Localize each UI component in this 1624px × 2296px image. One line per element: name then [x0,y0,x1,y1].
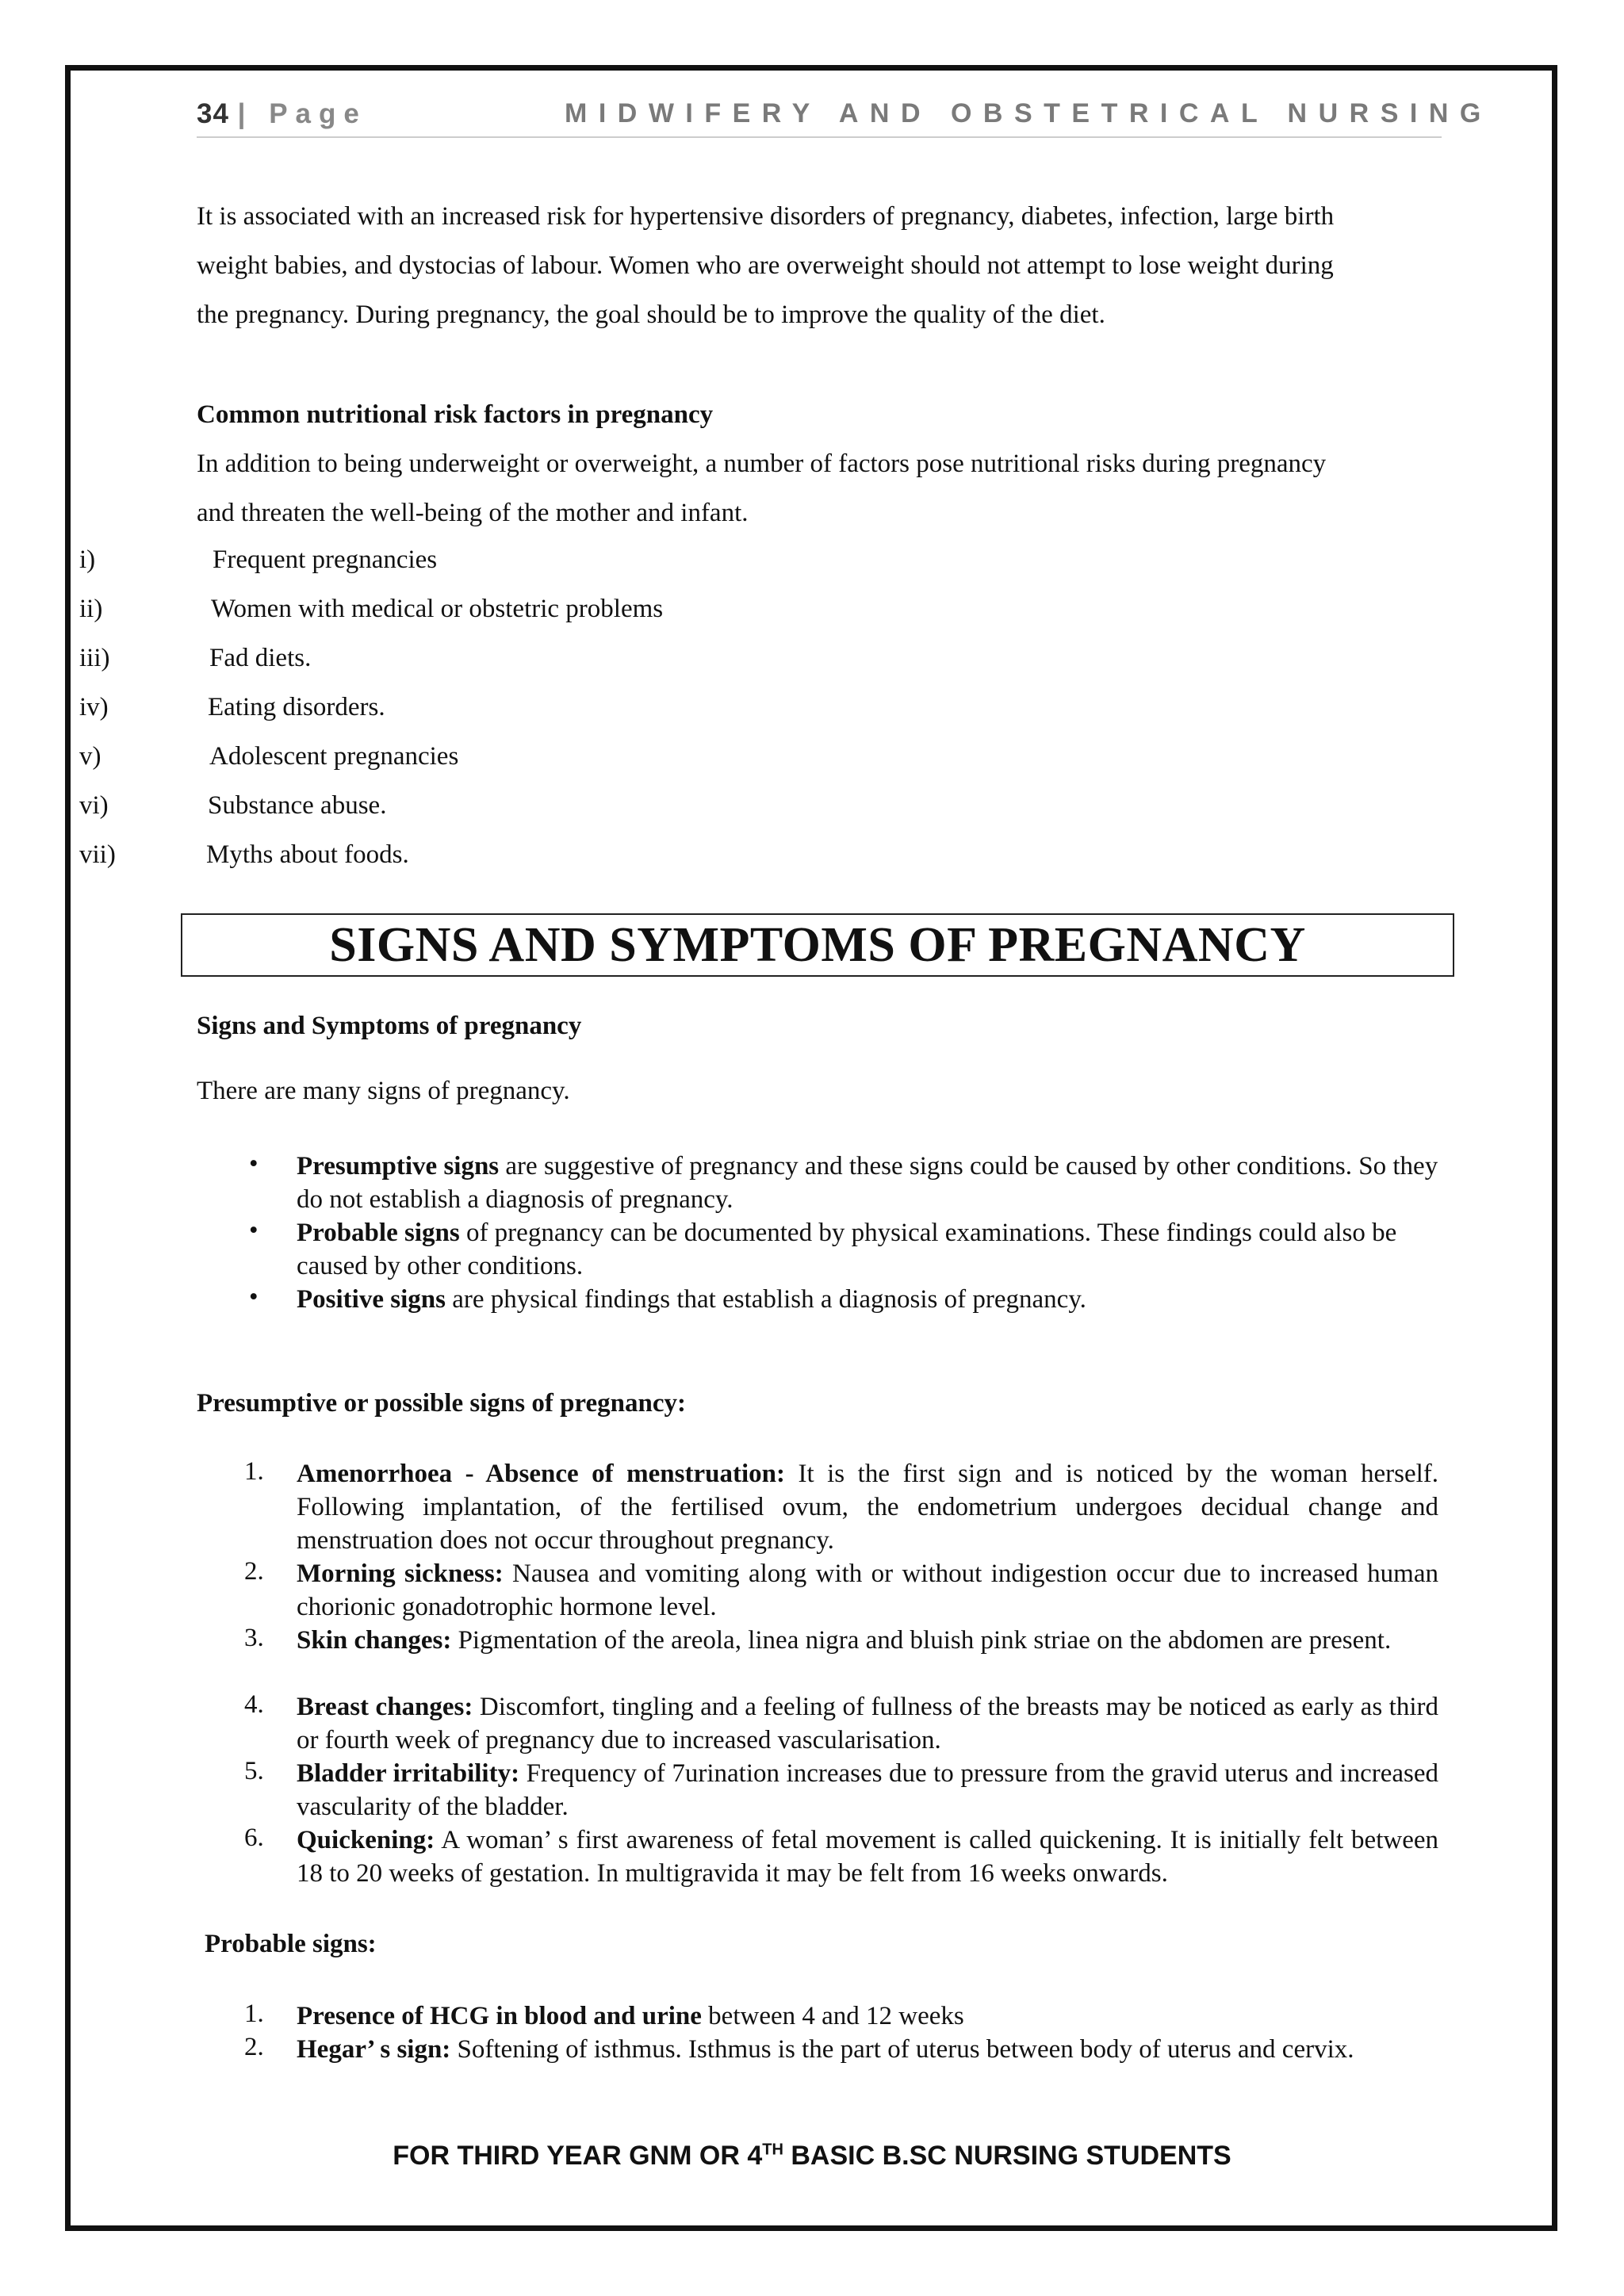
risk-item-num: vii) [79,840,116,869]
presumptive-item [297,1823,1438,1890]
item-number: 2. [244,2033,264,2061]
intro-line-3: the pregnancy. During pregnancy, the goal should be to improve the quality of the diet. [197,300,1105,329]
probable-heading: Probable signs: [205,1930,377,1958]
item-number: 3. [244,1624,264,1652]
presumptive-item [297,1557,1438,1624]
signs-intro: There are many signs of pregnancy. [197,1077,570,1105]
risk-factors-line-1: In addition to being underweight or overweight, a number of factors pose nutritional risks during pregnancy [197,450,1327,478]
presumptive-heading: Presumptive or possible signs of pregnancy: [197,1389,686,1418]
probable-item [297,2033,1438,2066]
item-number: 1. [244,1999,264,2028]
page-number-value: 34 [197,98,229,129]
item-term: Bladder irritability: [297,1759,520,1788]
risk-item-num: iv) [79,693,109,721]
item-number: 2. [244,1557,264,1586]
item-desc: Nausea and vomiting along with or without indigestion occur due to increased human chorionic gonadotrophic hormone level. [297,1559,1438,1621]
presumptive-item [297,1757,1438,1823]
signs-heading: Signs and Symptoms of pregnancy [197,1012,582,1040]
risk-item-text: Myths about foods. [206,840,409,869]
item-desc: Softening of isthmus. Isthmus is the part of uterus between body of uterus and cervix. [450,2035,1354,2064]
risk-item-text: Substance abuse. [208,791,387,820]
section-banner [181,913,1454,977]
risk-item-num: ii) [79,595,103,623]
bullet-item [297,1150,1454,1216]
item-term: Breast changes: [297,1693,473,1721]
item-term: Skin changes: [297,1626,452,1655]
bullet-item [297,1283,1454,1316]
item-desc: A woman’ s first awareness of fetal movement is called quickening. It is initially felt between 18 to 20 weeks of gestation. In multigravida it may be felt from 16 weeks onwards. [297,1826,1438,1888]
bullet-marker: • [249,1150,259,1178]
risk-item-num: iii) [79,644,110,672]
footer-superscript: TH [762,2141,783,2159]
bullet-marker: • [249,1283,259,1311]
bullet-term: Probable signs [297,1219,460,1247]
risk-item-text: Adolescent pregnancies [209,742,459,771]
bullet-item [297,1216,1454,1283]
item-term: Amenorrhoea - Absence of menstruation: [297,1460,785,1488]
section-banner-title: SIGNS AND SYMPTOMS OF PREGNANCY [329,917,1306,972]
risk-item-num: i) [79,545,96,574]
running-title: MIDWIFERY AND OBSTETRICAL NURSING [565,98,1492,128]
risk-factors-line-2: and threaten the well-being of the mother and infant. [197,499,749,527]
risk-item-text: Eating disorders. [208,693,385,721]
probable-item [297,1999,1438,2033]
page-number [197,98,367,130]
item-desc: Frequency of 7urination increases due to pressure from the gravid uterus and increased vascularity of the bladder. [297,1759,1439,1821]
risk-item-num: v) [79,742,102,771]
risk-item-text: Fad diets. [209,644,312,672]
item-term: Quickening: [297,1826,435,1854]
page-label: | Page [237,98,367,129]
item-term: Presence of HCG in blood and urine [297,2002,702,2030]
intro-line-1: It is associated with an increased risk for hypertensive disorders of pregnancy, diabetes, infection, large birth [197,202,1335,231]
item-term: Hegar’ s sign: [297,2035,451,2064]
risk-item-text: Women with medical or obstetric problems [211,595,664,623]
item-desc: between 4 and 12 weeks [701,2002,964,2030]
header-rule [197,136,1442,138]
item-desc: Pigmentation of the areola, linea nigra and bluish pink striae on the abdomen are present. [451,1626,1392,1655]
intro-line-2: weight babies, and dystocias of labour. Women who are overweight should not attempt to lose weight during [197,251,1334,280]
item-number: 1. [244,1457,264,1486]
bullet-desc: are suggestive of pregnancy and these signs could be caused by other conditions. So they do not establish a diagnosis of pregnancy. [297,1152,1438,1214]
item-term: Morning sickness: [297,1559,504,1588]
presumptive-item [297,1457,1438,1557]
page-footer [0,2141,1624,2172]
bullet-desc: of pregnancy can be documented by physical examinations. These findings could also be caused by other conditions. [297,1219,1397,1280]
bullet-desc: are physical findings that establish a diagnosis of pregnancy. [445,1285,1086,1314]
risk-item-num: vi) [79,791,109,820]
presumptive-item [297,1690,1438,1757]
item-desc: It is the first sign and is noticed by the woman herself. Following implantation, of the fertilised ovum, the endometrium undergoes decidual change and menstruation does not occur throughout pregnancy. [297,1460,1438,1555]
risk-item-text: Frequent pregnancies [213,545,438,574]
item-desc: Discomfort, tingling and a feeling of fullness of the breasts may be noticed as early as third or fourth week of pregnancy due to increased vascularisation. [297,1693,1438,1755]
item-number: 5. [244,1757,264,1785]
footer-text-start: FOR THIRD YEAR GNM OR 4 [393,2141,763,2171]
bullet-marker: • [249,1216,259,1245]
presumptive-item [297,1624,1438,1657]
bullet-term: Positive signs [297,1285,446,1314]
bullet-term: Presumptive signs [297,1152,500,1181]
footer-text-end: BASIC B.SC NURSING STUDENTS [783,2141,1231,2171]
risk-factors-heading: Common nutritional risk factors in pregnancy [197,400,714,429]
item-number: 4. [244,1690,264,1719]
item-number: 6. [244,1823,264,1852]
